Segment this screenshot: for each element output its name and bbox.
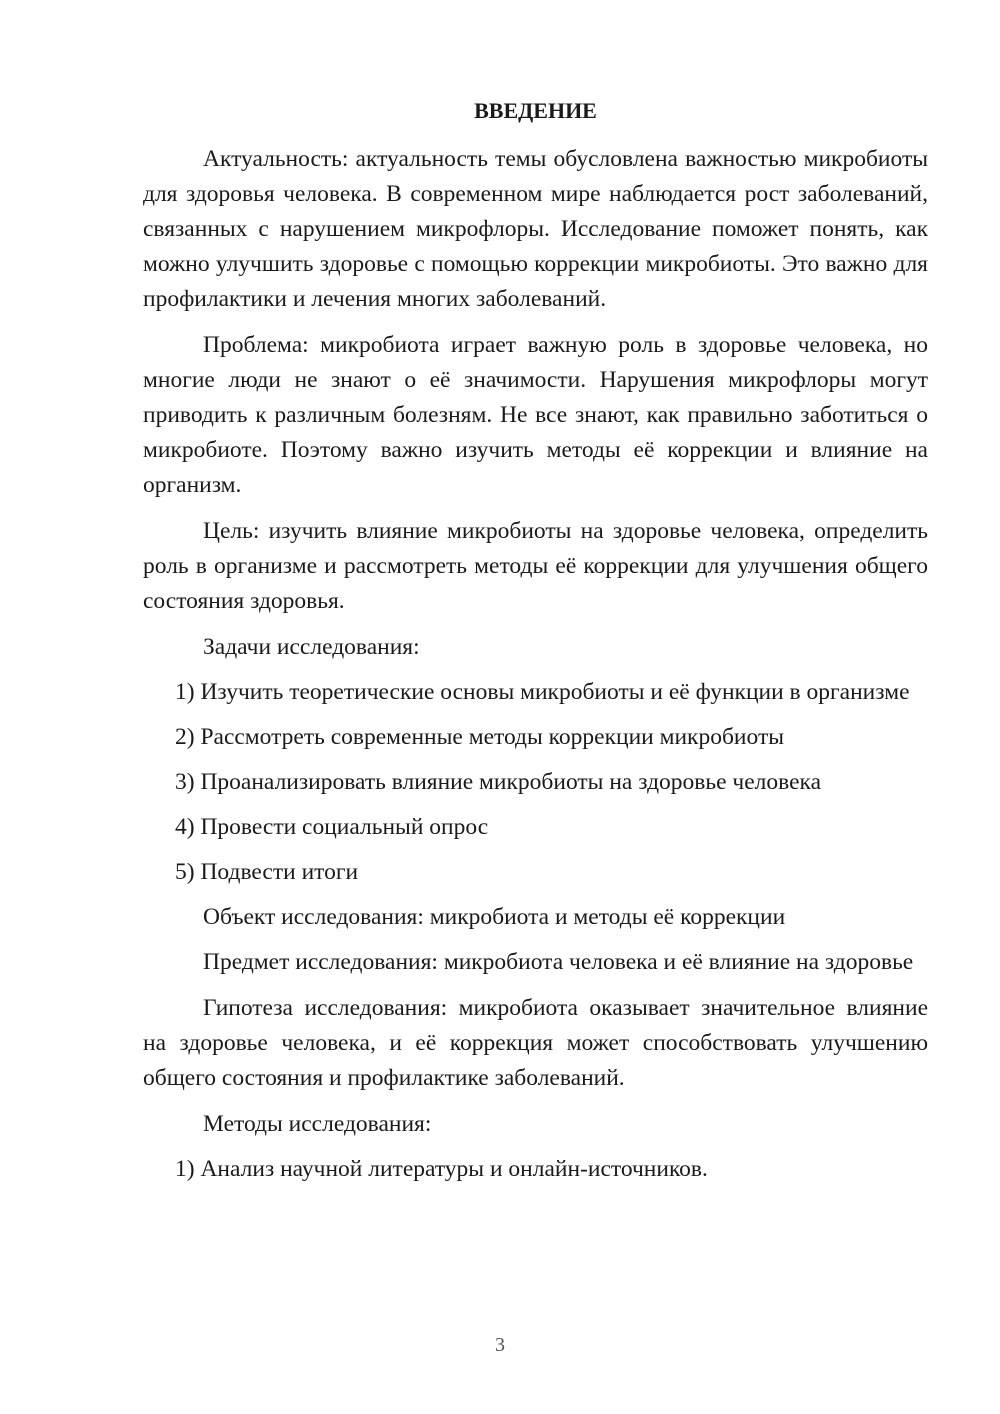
page-title: ВВЕДЕНИЕ bbox=[474, 98, 597, 123]
task-item-5: 5) Подвести итоги bbox=[175, 859, 359, 885]
task-item-2: 2) Рассмотреть современные методы коррекции микробиоты bbox=[175, 724, 785, 750]
object-paragraph: Объект исследования: микробиота и методы её коррекции bbox=[203, 904, 786, 930]
methods-heading: Методы исследования: bbox=[203, 1111, 432, 1137]
tasks-heading: Задачи исследования: bbox=[203, 634, 420, 660]
method-item-1: 1) Анализ научной литературы и онлайн-источников. bbox=[175, 1156, 708, 1182]
hypothesis-paragraph: Гипотеза исследования: микробиота оказывает значительное влияние на здоровье человека, и её коррекция может способствовать улучшению общего состояния и профилактике заболеваний. bbox=[143, 995, 928, 1091]
goal-paragraph: Цель: изучить влияние микробиоты на здоровье человека, определить роль в организме и рассмотреть методы её коррекции для улучшения общего состояния здоровья. bbox=[143, 518, 928, 614]
task-item-4: 4) Провести социальный опрос bbox=[175, 814, 489, 840]
relevance-paragraph: Актуальность: актуальность темы обусловлена важностью микробиоты для здоровья человека. В современном мире наблюдается рост заболеваний, связанных с нарушением микрофлоры. Исследование поможет понять, как можно улучшить здоровье с помощью коррекции микробиоты. Это важно для профилактики и лечения многих заболеваний. bbox=[143, 146, 928, 312]
task-item-3: 3) Проанализировать влияние микробиоты на здоровье человека bbox=[175, 769, 821, 795]
document-body bbox=[143, 96, 928, 1197]
page-number: 3 bbox=[495, 1334, 505, 1356]
problem-paragraph: Проблема: микробиота играет важную роль в здоровье человека, но многие люди не знают о её значимости. Нарушения микрофлоры могут приводить к различным болезням. Не все знают, как правильно заботиться о микробиоте. Поэтому важно изучить методы её коррекции и влияние на организм. bbox=[143, 332, 928, 498]
subject-paragraph: Предмет исследования: микробиота человека и её влияние на здоровье bbox=[203, 949, 914, 975]
task-item-1: 1) Изучить теоретические основы микробиоты и её функции в организме bbox=[175, 679, 910, 705]
